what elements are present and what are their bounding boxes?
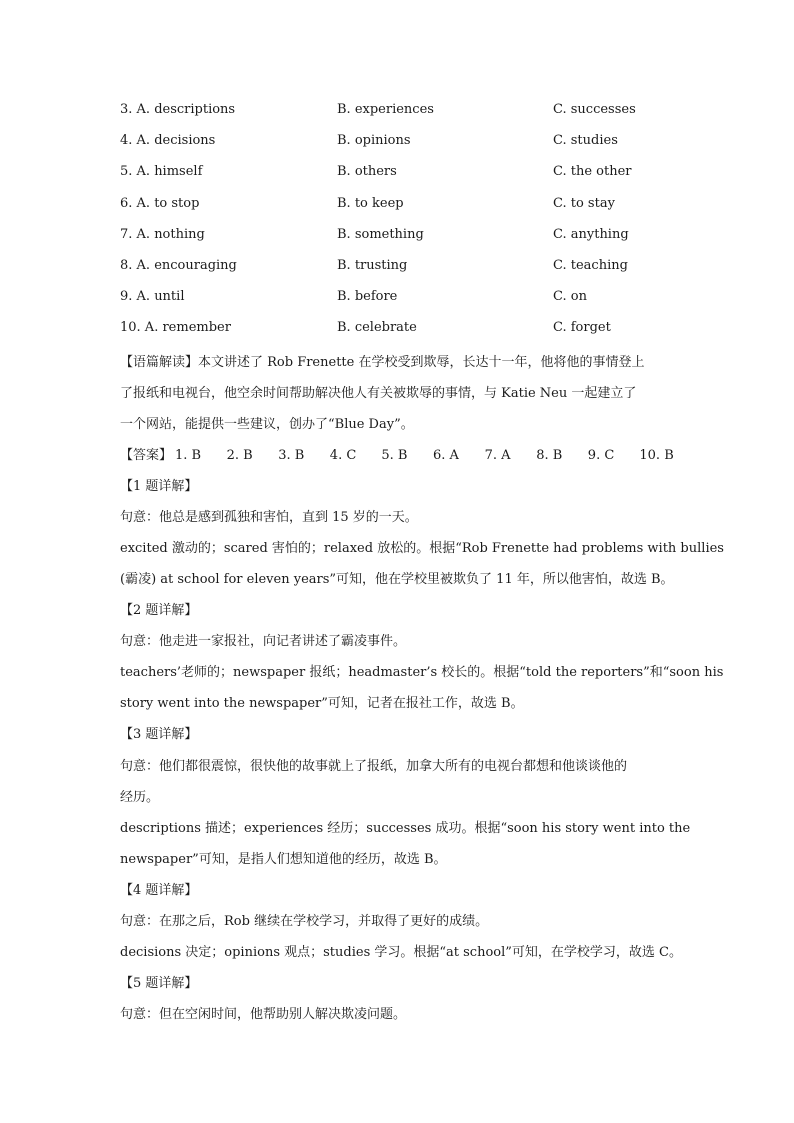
- answer-item: 6. A: [433, 448, 459, 463]
- option-c: C. successes: [553, 102, 636, 117]
- option-c: C. studies: [553, 133, 618, 149]
- answer-item: 2. B: [226, 448, 253, 463]
- option-c: C. teaching: [553, 258, 628, 273]
- answer-item: 7. A: [484, 448, 511, 463]
- option-row: [120, 227, 680, 247]
- option-a: 6. A. to stop: [120, 195, 200, 211]
- option-row: [120, 133, 680, 153]
- summary-line: 【语篇解读】本文讲述了 Rob Frenette 在学校受到欺辱，长达十一年，他将他的事情登上: [120, 355, 645, 370]
- option-row: [120, 196, 680, 216]
- explanation-line: teachers’老师的；newspaper 报纸；headmaster’s 校长的。根据“told the reporters”和“soon his: [120, 665, 724, 680]
- sentence-meaning: 句意：但在空闲时间，他帮助别人解决欺凌问题。: [120, 1007, 407, 1022]
- explanation-line: newspaper”可知，是指人们想知道他的经历，故选 B。: [120, 852, 447, 867]
- sentence-meaning: 句意：在那之后，Rob 继续在学校学习，并取得了更好的成绩。: [120, 914, 489, 929]
- summary-line: 一个网站，能提供一些建议，创办了“Blue Day”。: [120, 417, 414, 432]
- summary-line: 了报纸和电视台，他空余时间帮助解决他人有关被欺辱的事情，与 Katie Neu 一起建立了: [120, 386, 637, 401]
- answer-item: 1. B: [175, 448, 202, 463]
- section-title: 【1 题详解】: [120, 479, 198, 494]
- answer-item: 10. B: [639, 448, 674, 463]
- sentence-meaning: 经历。: [120, 790, 160, 805]
- option-b: B. opinions: [337, 133, 411, 149]
- section-title: 【5 题详解】: [120, 976, 198, 991]
- section-title: 【2 题详解】: [120, 603, 198, 618]
- option-a: 5. A. himself: [120, 164, 203, 180]
- explanation-line: decisions 决定；opinions 观点；studies 学习。根据“at school”可知，在学校学习，故选 C。: [120, 945, 682, 960]
- option-c: C. forget: [553, 320, 611, 336]
- option-b: B. experiences: [337, 102, 434, 117]
- sentence-meaning: 句意：他们都很震惊，很快他的故事就上了报纸，加拿大所有的电视台都想和他谈谈他的: [120, 759, 628, 774]
- option-c: C. the other: [553, 164, 632, 180]
- option-row: [120, 164, 680, 184]
- answer-item: 3. B: [278, 448, 305, 463]
- section-title: 【3 题详解】: [120, 727, 198, 742]
- option-a: 10. A. remember: [120, 320, 231, 336]
- explanation-line: (霸凌) at school for eleven years”可知，他在学校里被欺负了 11 年，所以他害怕，故选 B。: [120, 572, 674, 587]
- option-row: [120, 258, 680, 278]
- option-c: C. anything: [553, 226, 629, 242]
- answer-item: 4. C: [329, 448, 357, 463]
- option-a: 8. A. encouraging: [120, 258, 237, 273]
- option-row: [120, 289, 680, 309]
- explanation-line: story went into the newspaper”可知，记者在报社工作，故选 B。: [120, 696, 524, 711]
- answer-item: 8. B: [536, 448, 563, 463]
- answer-item: 5. B: [381, 448, 408, 463]
- option-a: 9. A. until: [120, 289, 185, 305]
- option-c: C. to stay: [553, 195, 615, 211]
- option-row: [120, 102, 680, 122]
- option-a: 7. A. nothing: [120, 226, 205, 242]
- option-b: B. celebrate: [337, 320, 417, 336]
- answer-item: 9. C: [587, 448, 615, 463]
- option-row: [120, 320, 680, 340]
- option-b: B. to keep: [337, 195, 404, 211]
- sentence-meaning: 句意：他走进一家报社，向记者讲述了霸凌事件。: [120, 634, 407, 649]
- option-a: 4. A. decisions: [120, 133, 216, 149]
- answer-label: 【答案】: [120, 448, 173, 463]
- sentence-meaning: 句意：他总是感到孤独和害怕，直到 15 岁的一天。: [120, 510, 418, 525]
- explanation-line: descriptions 描述；experiences 经历；successes 成功。根据“soon his story went into the: [120, 821, 691, 836]
- explanation-line: excited 激动的；scared 害怕的；relaxed 放松的。根据“Rob Frenette had problems with bullies: [120, 541, 724, 556]
- option-b: B. before: [337, 289, 398, 305]
- option-b: B. something: [337, 226, 424, 242]
- option-b: B. trusting: [337, 258, 408, 273]
- section-title: 【4 题详解】: [120, 883, 198, 898]
- option-c: C. on: [553, 289, 587, 305]
- option-a: 3. A. descriptions: [120, 102, 236, 117]
- option-b: B. others: [337, 164, 397, 180]
